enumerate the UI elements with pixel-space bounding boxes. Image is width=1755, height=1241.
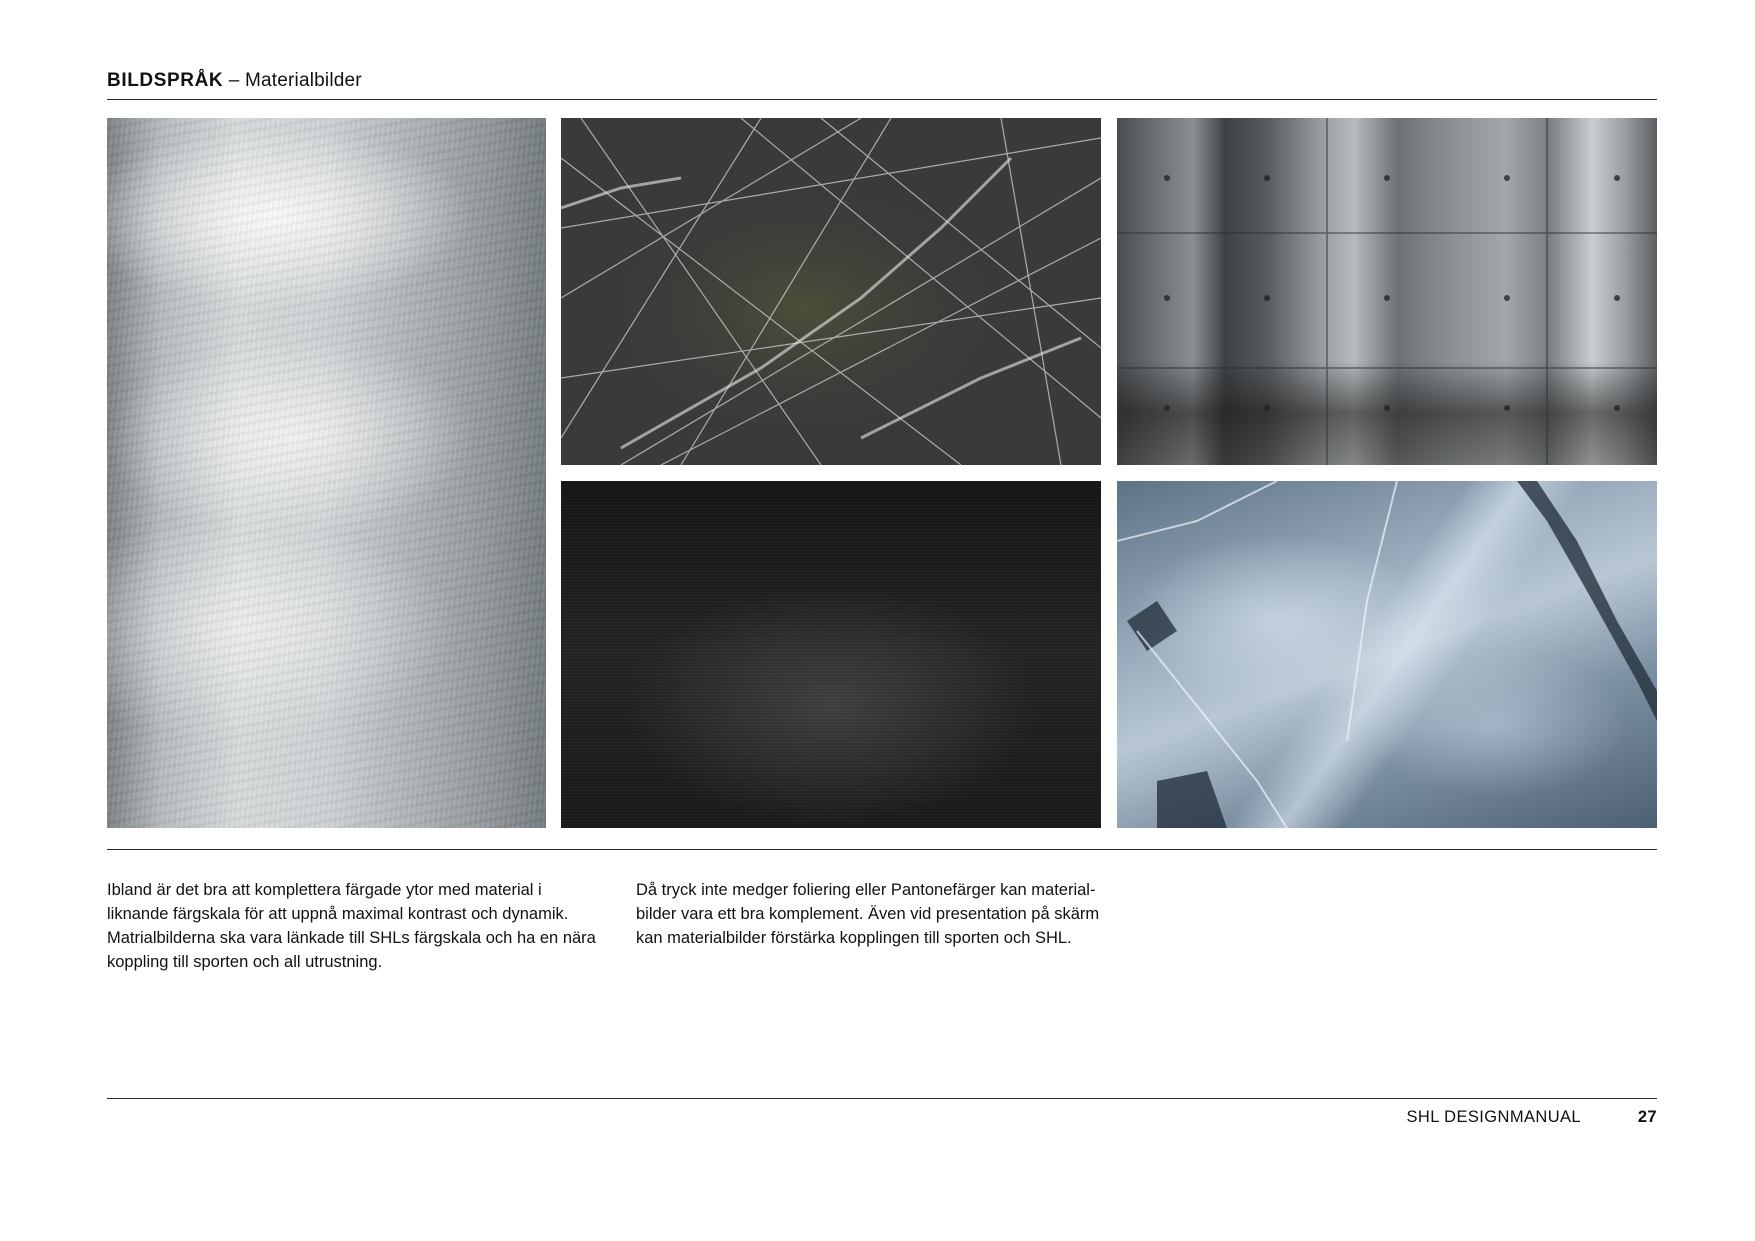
concrete-joints bbox=[1117, 118, 1657, 465]
material-image-dark-metal bbox=[561, 481, 1101, 828]
section-subtitle: Materialbilder bbox=[244, 70, 362, 91]
section-title: BILDSPRÅK bbox=[107, 70, 224, 91]
material-image-scratched-stone bbox=[561, 118, 1101, 465]
title-separator: – bbox=[223, 70, 245, 91]
header-rule bbox=[107, 99, 1657, 100]
ice-cracks bbox=[1117, 481, 1657, 828]
page-number: 27 bbox=[1637, 1108, 1657, 1126]
content-rule bbox=[107, 849, 1657, 850]
material-image-brushed-silver bbox=[107, 118, 546, 828]
body-text-left: Ibland är det bra att komplettera färgade ytor med material i liknande färgskala för att uppnå maximal kontrast och dynamik. Matrialbilderna ska vara länkade till SHLs färgskala och ha en nära koppling till sporten och all utrustning. bbox=[107, 881, 596, 971]
scratch-texture bbox=[561, 118, 1101, 465]
footer-title: SHL DESIGNMANUAL bbox=[1406, 1108, 1581, 1126]
body-text-right: Då tryck inte medger foliering eller Pantonefärger kan material- bilder vara ett bra komplement. Även vid presentation på skärm kan materialbilder förstärka kopplingen till sporten och SHL. bbox=[636, 881, 1100, 947]
material-image-concrete bbox=[1117, 118, 1657, 465]
page-header bbox=[107, 70, 362, 92]
footer-rule bbox=[107, 1098, 1657, 1099]
material-image-icy-surface bbox=[1117, 481, 1657, 828]
